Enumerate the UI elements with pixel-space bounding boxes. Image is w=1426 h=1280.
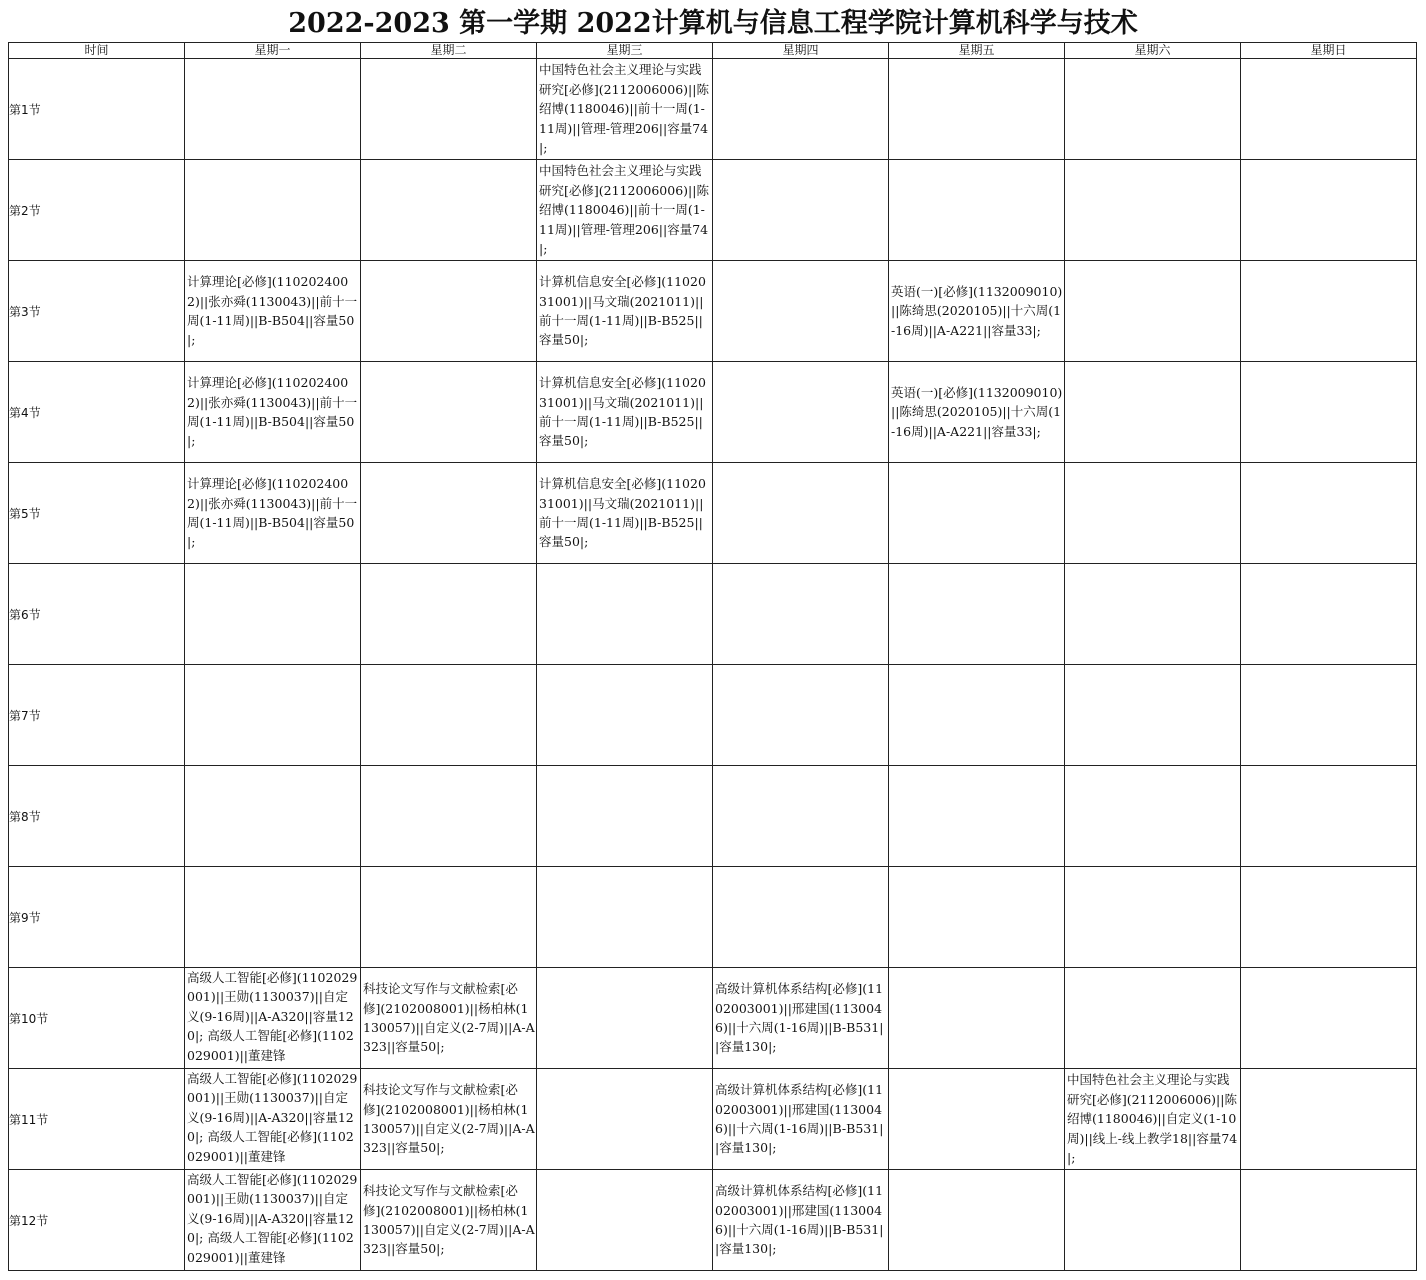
schedule-cell-wednesday [537,261,713,362]
schedule-cell-monday [185,160,361,261]
schedule-cell-sunday [1241,362,1417,463]
schedule-cell-monday [185,261,361,362]
course-entry: 计算理论[必修](1102024002)||张亦舜(1130043)||前十一周(1-11周)||B-B504||容量50|; [187,375,358,449]
schedule-cell-thursday [713,968,889,1069]
course-entry: 高级计算机体系结构[必修](1102003001)||邢建国(1130046)||十六周(1-16周)||B-B531||容量130|; [715,1082,884,1156]
schedule-cell-saturday [1065,463,1241,564]
schedule-cell-saturday [1065,1069,1241,1170]
course-entry: 中国特色社会主义理论与实践研究[必修](2112006006)||陈绍博(1180046)||自定义(1-10周)||线上-线上教学18||容量74|; [1067,1072,1238,1166]
period-label: 第4节 [9,362,185,463]
schedule-cell-wednesday [537,968,713,1069]
course-entry: 计算机信息安全[必修](1102031001)||马文瑞(2021011)||前十一周(1-11周)||B-B525||容量50|; [539,476,706,550]
schedule-cell-sunday [1241,766,1417,867]
schedule-cell-thursday [713,564,889,665]
course-entry: 计算机信息安全[必修](1102031001)||马文瑞(2021011)||前十一周(1-11周)||B-B525||容量50|; [539,274,706,348]
course-entry: 中国特色社会主义理论与实践研究[必修](2112006006)||陈绍博(1180046)||前十一周(1-11周)||管理-管理206||容量74|; [539,62,709,156]
course-entry: 中国特色社会主义理论与实践研究[必修](2112006006)||陈绍博(1180046)||前十一周(1-11周)||管理-管理206||容量74|; [539,163,709,257]
header-sunday: 星期日 [1241,43,1417,59]
header-time: 时间 [9,43,185,59]
period-label: 第7节 [9,665,185,766]
schedule-cell-saturday [1065,59,1241,160]
schedule-cell-saturday [1065,1170,1241,1271]
schedule-cell-friday [889,968,1065,1069]
schedule-cell-saturday [1065,968,1241,1069]
course-entry: 高级人工智能[必修](1102029001)||王勋(1130037)||自定义(9-16周)||A-A320||容量120|; 高级人工智能[必修](1102029001)||董建锋 [187,1172,358,1265]
schedule-cell-monday [185,665,361,766]
table-row [9,867,1417,968]
course-entry: 英语(一)[必修](1132009010)||陈绮思(2020105)||十六周(1-16周)||A-A221||容量33|; [891,384,1063,439]
schedule-cell-sunday [1241,564,1417,665]
period-label: 第8节 [9,766,185,867]
table-row [9,1170,1417,1271]
schedule-cell-thursday [713,867,889,968]
schedule-cell-saturday [1065,766,1241,867]
period-label: 第12节 [9,1170,185,1271]
schedule-cell-wednesday [537,766,713,867]
schedule-cell-tuesday [361,766,537,867]
schedule-cell-friday [889,261,1065,362]
course-entry: 科技论文写作与文献检索[必修](2102008001)||杨柏林(1130057)||自定义(2-7周)||A-A323||容量50|; [363,1183,535,1257]
schedule-cell-friday [889,1069,1065,1170]
schedule-cell-friday [889,463,1065,564]
schedule-cell-friday [889,564,1065,665]
course-entry: 英语(一)[必修](1132009010)||陈绮思(2020105)||十六周(1-16周)||A-A221||容量33|; [891,283,1063,338]
schedule-cell-wednesday [537,1069,713,1170]
schedule-cell-friday [889,867,1065,968]
period-label: 第2节 [9,160,185,261]
schedule-cell-tuesday [361,362,537,463]
schedule-cell-tuesday [361,261,537,362]
schedule-cell-saturday [1065,261,1241,362]
schedule-cell-monday [185,968,361,1069]
schedule-cell-saturday [1065,867,1241,968]
schedule-cell-wednesday [537,564,713,665]
schedule-cell-saturday [1065,665,1241,766]
page-title: 2022-2023 第一学期 2022计算机与信息工程学院计算机科学与技术 [288,8,1138,39]
schedule-cell-sunday [1241,160,1417,261]
schedule-cell-wednesday [537,160,713,261]
schedule-cell-wednesday [537,463,713,564]
course-entry: 科技论文写作与文献检索[必修](2102008001)||杨柏林(1130057)||自定义(2-7周)||A-A323||容量50|; [363,981,535,1055]
schedule-cell-tuesday [361,1170,537,1271]
schedule-cell-sunday [1241,261,1417,362]
schedule-cell-monday [185,59,361,160]
course-entry: 计算理论[必修](1102024002)||张亦舜(1130043)||前十一周(1-11周)||B-B504||容量50|; [187,476,358,550]
period-label: 第11节 [9,1069,185,1170]
header-wednesday: 星期三 [537,43,713,59]
schedule-cell-friday [889,160,1065,261]
header-row [9,43,1417,59]
period-label: 第1节 [9,59,185,160]
schedule-cell-tuesday [361,968,537,1069]
table-row [9,261,1417,362]
schedule-cell-sunday [1241,1069,1417,1170]
schedule-cell-wednesday [537,1170,713,1271]
table-row [9,59,1417,160]
schedule-cell-sunday [1241,1170,1417,1271]
schedule-cell-tuesday [361,160,537,261]
schedule-cell-wednesday [537,867,713,968]
schedule-cell-monday [185,564,361,665]
schedule-cell-sunday [1241,867,1417,968]
schedule-cell-sunday [1241,665,1417,766]
schedule-cell-thursday [713,665,889,766]
schedule-cell-tuesday [361,463,537,564]
schedule-cell-thursday [713,463,889,564]
schedule-cell-monday [185,766,361,867]
table-row [9,665,1417,766]
period-label: 第10节 [9,968,185,1069]
schedule-cell-monday [185,1069,361,1170]
period-label: 第5节 [9,463,185,564]
schedule-cell-saturday [1065,160,1241,261]
schedule-cell-tuesday [361,1069,537,1170]
schedule-cell-friday [889,1170,1065,1271]
course-entry: 计算理论[必修](1102024002)||张亦舜(1130043)||前十一周(1-11周)||B-B504||容量50|; [187,274,358,348]
schedule-cell-tuesday [361,867,537,968]
schedule-cell-tuesday [361,564,537,665]
schedule-cell-sunday [1241,59,1417,160]
schedule-cell-monday [185,463,361,564]
schedule-cell-friday [889,59,1065,160]
course-entry: 科技论文写作与文献检索[必修](2102008001)||杨柏林(1130057)||自定义(2-7周)||A-A323||容量50|; [363,1082,535,1156]
period-label: 第6节 [9,564,185,665]
schedule-cell-wednesday [537,665,713,766]
table-row [9,362,1417,463]
schedule-cell-thursday [713,261,889,362]
schedule-cell-tuesday [361,59,537,160]
course-entry: 计算机信息安全[必修](1102031001)||马文瑞(2021011)||前十一周(1-11周)||B-B525||容量50|; [539,375,706,449]
header-saturday: 星期六 [1065,43,1241,59]
schedule-cell-monday [185,1170,361,1271]
course-entry: 高级计算机体系结构[必修](1102003001)||邢建国(1130046)||十六周(1-16周)||B-B531||容量130|; [715,981,884,1055]
schedule-cell-saturday [1065,564,1241,665]
schedule-cell-saturday [1065,362,1241,463]
schedule-cell-friday [889,665,1065,766]
table-row [9,564,1417,665]
schedule-cell-sunday [1241,463,1417,564]
schedule-cell-friday [889,362,1065,463]
schedule-cell-thursday [713,1069,889,1170]
schedule-cell-wednesday [537,59,713,160]
table-row [9,160,1417,261]
table-row [9,968,1417,1069]
schedule-cell-monday [185,362,361,463]
schedule-cell-sunday [1241,968,1417,1069]
table-row [9,766,1417,867]
course-entry: 高级人工智能[必修](1102029001)||王勋(1130037)||自定义(9-16周)||A-A320||容量120|; 高级人工智能[必修](1102029001)||董建锋 [187,970,358,1063]
timetable [8,42,1417,1271]
schedule-cell-monday [185,867,361,968]
table-row [9,463,1417,564]
schedule-cell-thursday [713,59,889,160]
header-thursday: 星期四 [713,43,889,59]
schedule-cell-tuesday [361,665,537,766]
schedule-cell-thursday [713,1170,889,1271]
table-row [9,1069,1417,1170]
schedule-cell-thursday [713,160,889,261]
schedule-cell-wednesday [537,362,713,463]
schedule-cell-thursday [713,362,889,463]
schedule-cell-friday [889,766,1065,867]
course-entry: 高级计算机体系结构[必修](1102003001)||邢建国(1130046)||十六周(1-16周)||B-B531||容量130|; [715,1183,884,1257]
header-friday: 星期五 [889,43,1065,59]
header-tuesday: 星期二 [361,43,537,59]
schedule-cell-thursday [713,766,889,867]
header-monday: 星期一 [185,43,361,59]
course-entry: 高级人工智能[必修](1102029001)||王勋(1130037)||自定义(9-16周)||A-A320||容量120|; 高级人工智能[必修](1102029001)||董建锋 [187,1071,358,1164]
period-label: 第3节 [9,261,185,362]
period-label: 第9节 [9,867,185,968]
